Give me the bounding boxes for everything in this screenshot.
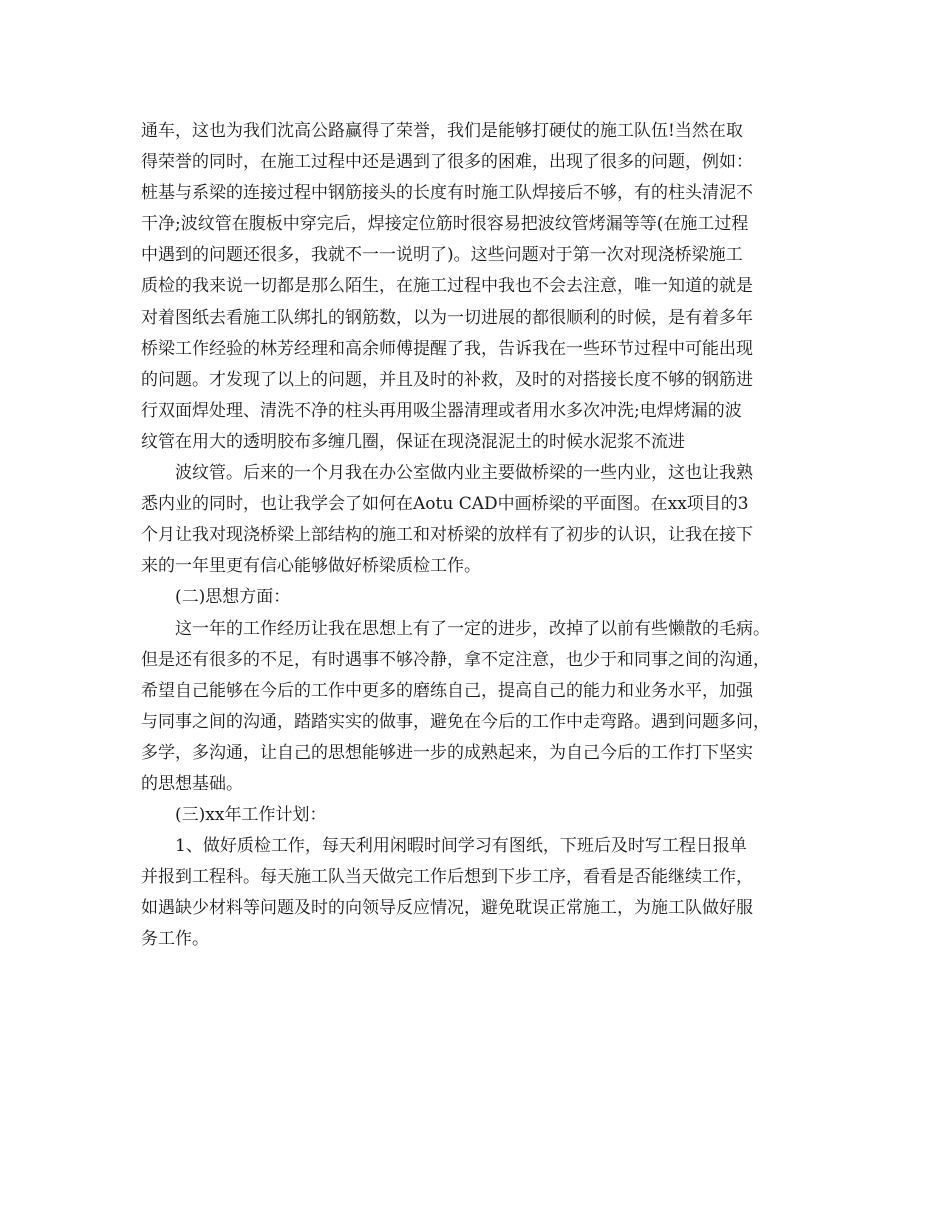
text-line: 中遇到的问题还很多，我就不一一说明了)。这些问题对于第一次对现浇桥梁施工 <box>141 245 743 266</box>
text-line: 悉内业的同时，也让我学会了如何在Aotu CAD中画桥梁的平面图。在xx项目的3 <box>141 494 749 515</box>
text-line: 但是还有很多的不足，有时遇事不够冷静，拿不定注意，也少于和同事之间的沟通， <box>141 649 770 670</box>
text-line: 质检的我来说一切都是那么陌生，在施工过程中我也不会去注意，唯一知道的就是 <box>141 276 753 297</box>
text-line: (二)思想方面： <box>175 587 291 608</box>
text-line: 桥梁工作经验的林芳经理和高余师傅提醒了我，告诉我在一些环节过程中可能出现 <box>141 338 753 359</box>
text-line: 来的一年里更有信心能够做好桥梁质检工作。 <box>141 556 481 577</box>
text-line: 纹管在用大的透明胶布多缠几圈，保证在现浇混泥土的时候水泥浆不流进 <box>141 431 685 452</box>
text-line: 行双面焊处理、清洗不净的柱头再用吸尘器清理或者用水多次冲洗;电焊烤漏的波 <box>141 400 742 421</box>
text-line: 务工作。 <box>141 929 209 950</box>
text-line: 多学，多沟通，让自己的思想能够进一步的成熟起来，为自己今后的工作打下坚实 <box>141 742 753 763</box>
text-line: 与同事之间的沟通，踏踏实实的做事，避免在今后的工作中走弯路。遇到问题多问， <box>141 711 770 732</box>
text-line: 如遇缺少材料等问题及时的向领导反应情况，避免耽误正常施工，为施工队做好服 <box>141 898 753 919</box>
text-line: 通车，这也为我们沈高公路赢得了荣誉，我们是能够打硬仗的施工队伍!当然在取 <box>141 121 743 141</box>
text-line: 希望自己能够在今后的工作中更多的磨练自己，提高自己的能力和业务水平，加强 <box>141 680 753 701</box>
text-line: 桩基与系梁的连接过程中钢筋接头的长度有时施工队焊接后不够，有的柱头清泥不 <box>141 183 753 204</box>
text-line: 对着图纸去看施工队绑扎的钢筋数，以为一切进展的都很顺利的时候，是有着多年 <box>141 307 753 328</box>
text-line: 干净;波纹管在腹板中穿完后，焊接定位筋时很容易把波纹管烤漏等等(在施工过程 <box>141 214 749 235</box>
text-line: 波纹管。后来的一个月我在办公室做内业主要做桥梁的一些内业，这也让我熟 <box>175 463 753 484</box>
text-line: (三)xx年工作计划： <box>175 805 327 826</box>
document-body <box>141 116 841 956</box>
text-line: 的思想基础。 <box>141 773 243 794</box>
text-line: 得荣誉的同时，在施工过程中还是遇到了很多的困难，出现了很多的问题，例如： <box>141 152 753 173</box>
text-line: 的问题。才发现了以上的问题，并且及时的补救，及时的对搭接长度不够的钢筋进 <box>141 369 753 390</box>
text-line: 这一年的工作经历让我在思想上有了一定的进步，改掉了以前有些懒散的毛病。 <box>175 618 770 639</box>
text-line: 个月让我对现浇桥梁上部结构的施工和对桥梁的放样有了初步的认识，让我在接下 <box>141 525 753 546</box>
text-line: 并报到工程科。每天施工队当天做完工作后想到下步工序，看看是否能继续工作， <box>141 867 753 888</box>
text-line: 1、做好质检工作，每天利用闲暇时间学习有图纸，下班后及时写工程日报单 <box>175 836 747 857</box>
